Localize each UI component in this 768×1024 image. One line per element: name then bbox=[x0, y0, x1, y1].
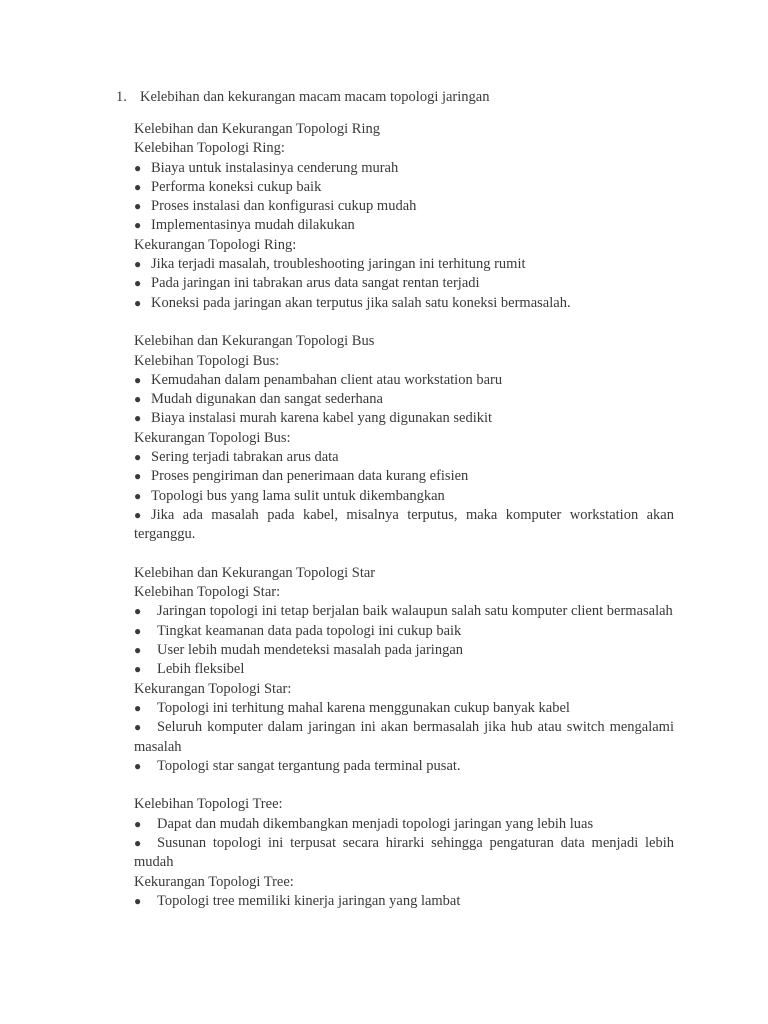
heading-number: 1. bbox=[116, 89, 127, 105]
bullet-icon: ● bbox=[134, 623, 142, 638]
bus-advantages-label: Kelebihan Topologi Bus: bbox=[134, 352, 280, 369]
bullet-icon: ● bbox=[134, 411, 142, 426]
list-item: ● Topologi star sangat tergantung pada terminal pusat. bbox=[134, 757, 674, 776]
section-bus bbox=[134, 332, 674, 544]
tree-advantages-label: Kelebihan Topologi Tree: bbox=[134, 796, 283, 813]
tree-advantages-list bbox=[134, 815, 674, 873]
document-heading bbox=[116, 88, 489, 107]
bullet-icon: ● bbox=[134, 816, 142, 831]
list-item: ● Biaya untuk instalasinya cenderung murah bbox=[134, 159, 674, 178]
section-title-ring: Kelebihan dan Kekurangan Topologi Ring bbox=[134, 121, 380, 137]
bullet-icon: ● bbox=[134, 450, 142, 465]
bullet-icon: ● bbox=[134, 662, 142, 677]
list-item: ● Topologi tree memiliki kinerja jaringan yang lambat bbox=[134, 892, 674, 911]
document-content bbox=[134, 120, 674, 930]
bullet-icon: ● bbox=[134, 720, 142, 735]
list-item: ● User lebih mudah mendeteksi masalah pada jaringan bbox=[134, 641, 674, 660]
list-item: ● Topologi bus yang lama sulit untuk dikembangkan bbox=[134, 487, 674, 506]
bullet-icon: ● bbox=[134, 469, 142, 484]
bullet-icon: ● bbox=[134, 758, 142, 773]
section-title-star: Kelebihan dan Kekurangan Topologi Star bbox=[134, 564, 376, 581]
bullet-icon: ● bbox=[134, 507, 142, 522]
bus-advantages-list bbox=[134, 371, 674, 429]
section-title-bus: Kelebihan dan Kekurangan Topologi Bus bbox=[134, 333, 375, 350]
list-item: ● Mudah digunakan dan sangat sederhana bbox=[134, 390, 674, 409]
list-item: ● Dapat dan mudah dikembangkan menjadi topologi jaringan yang lebih luas bbox=[134, 815, 674, 834]
list-item: ● Susunan topologi ini terpusat secara hirarki sehingga pengaturan data menjadi lebih mudah bbox=[134, 834, 674, 871]
ring-disadvantages-list bbox=[134, 255, 674, 313]
ring-advantages-label: Kelebihan Topologi Ring: bbox=[134, 140, 285, 157]
section-star bbox=[134, 564, 674, 776]
heading-text: Kelebihan dan kekurangan macam macam topologi jaringan bbox=[140, 89, 490, 105]
list-item: ● Kemudahan dalam penambahan client atau workstation baru bbox=[134, 371, 674, 390]
bullet-icon: ● bbox=[134, 643, 142, 658]
star-advantages-list bbox=[134, 602, 674, 679]
list-item: ● Sering terjadi tabrakan arus data bbox=[134, 448, 674, 467]
bullet-icon: ● bbox=[134, 257, 142, 272]
list-item: ● Jika terjadi masalah, troubleshooting jaringan ini terhitung rumit bbox=[134, 255, 674, 274]
bullet-icon: ● bbox=[134, 276, 142, 291]
bullet-icon: ● bbox=[134, 604, 142, 619]
list-item: ● Jaringan topologi ini tetap berjalan baik walaupun salah satu komputer client bermasalah bbox=[134, 602, 674, 621]
bus-disadvantages-list bbox=[134, 448, 674, 544]
tree-disadvantages-label: Kekurangan Topologi Tree: bbox=[134, 873, 294, 890]
section-ring bbox=[134, 120, 674, 313]
list-item: ● Koneksi pada jaringan akan terputus jika salah satu koneksi bermasalah. bbox=[134, 294, 674, 313]
section-tree bbox=[134, 795, 674, 911]
list-item: ● Proses instalasi dan konfigurasi cukup mudah bbox=[134, 197, 674, 216]
tree-disadvantages-list bbox=[134, 892, 674, 911]
list-item: ● Pada jaringan ini tabrakan arus data sangat rentan terjadi bbox=[134, 274, 674, 293]
bullet-icon: ● bbox=[134, 199, 142, 214]
bullet-icon: ● bbox=[134, 218, 142, 233]
bullet-icon: ● bbox=[134, 700, 142, 715]
bullet-icon: ● bbox=[134, 372, 142, 387]
star-disadvantages-list bbox=[134, 699, 674, 776]
star-advantages-label: Kelebihan Topologi Star: bbox=[134, 584, 281, 601]
bullet-icon: ● bbox=[134, 160, 142, 175]
bullet-icon: ● bbox=[134, 179, 142, 194]
bullet-icon: ● bbox=[134, 835, 142, 850]
bullet-icon: ● bbox=[134, 893, 142, 908]
list-item: ● Jika ada masalah pada kabel, misalnya terputus, maka komputer workstation akan terganggu. bbox=[134, 506, 674, 543]
star-disadvantages-label: Kekurangan Topologi Star: bbox=[134, 680, 292, 697]
bullet-icon: ● bbox=[134, 488, 142, 503]
bullet-icon: ● bbox=[134, 392, 142, 407]
ring-advantages-list bbox=[134, 159, 674, 236]
bullet-icon: ● bbox=[134, 295, 142, 310]
list-item: ● Lebih fleksibel bbox=[134, 660, 674, 679]
list-item: ● Proses pengiriman dan penerimaan data kurang efisien bbox=[134, 467, 674, 486]
list-item: ● Seluruh komputer dalam jaringan ini akan bermasalah jika hub atau switch mengalami masalah bbox=[134, 719, 674, 755]
bus-disadvantages-label: Kekurangan Topologi Bus: bbox=[134, 429, 291, 446]
list-item: ● Implementasinya mudah dilakukan bbox=[134, 216, 674, 235]
list-item: ● Biaya instalasi murah karena kabel yang digunakan sedikit bbox=[134, 409, 674, 428]
ring-disadvantages-label: Kekurangan Topologi Ring: bbox=[134, 236, 297, 253]
list-item: ● Topologi ini terhitung mahal karena menggunakan cukup banyak kabel bbox=[134, 699, 674, 718]
list-item: ● Performa koneksi cukup baik bbox=[134, 178, 674, 197]
list-item: ● Tingkat keamanan data pada topologi ini cukup baik bbox=[134, 622, 674, 641]
